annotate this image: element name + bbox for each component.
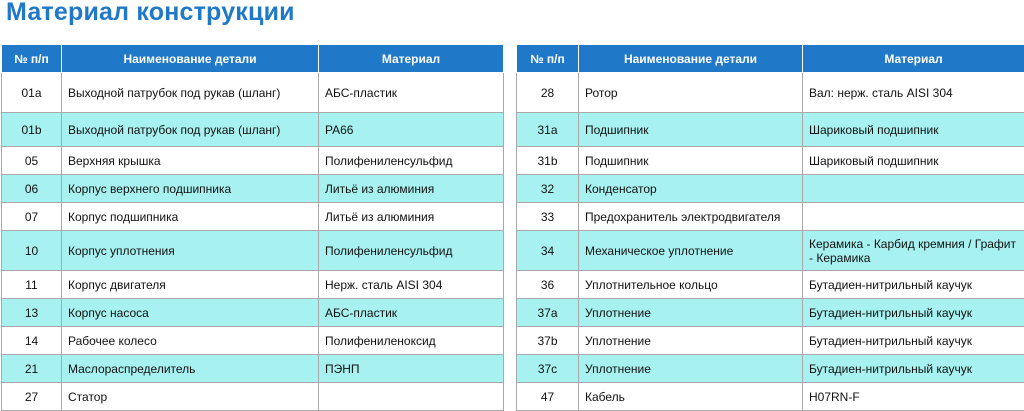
row-part: Конденсатор — [579, 175, 803, 203]
row-material: Шариковый подшипник — [803, 113, 1024, 147]
row-num: 32 — [517, 175, 579, 203]
table-row — [517, 383, 1024, 411]
row-num: 34 — [517, 231, 579, 271]
row-material: Полифениленсульфид — [319, 231, 504, 271]
row-material: АБС-пластик — [319, 299, 504, 327]
page-title: Материал конструкции — [6, 0, 295, 26]
table-row — [517, 355, 1024, 383]
table-row — [2, 299, 504, 327]
column-header-material: Материал — [803, 45, 1024, 73]
row-material: АБС-пластик — [319, 73, 504, 113]
row-material: ПЭНП — [319, 355, 504, 383]
row-num: 11 — [2, 271, 62, 299]
row-part: Верхняя крышка — [62, 147, 319, 175]
row-material: Полифениленоксид — [319, 327, 504, 355]
row-material — [803, 203, 1024, 231]
row-part: Рабочее колесо — [62, 327, 319, 355]
row-part: Выходной патрубок под рукав (шланг) — [62, 113, 319, 147]
row-num: 31a — [517, 113, 579, 147]
row-part: Маслораспределитель — [62, 355, 319, 383]
table-row — [2, 147, 504, 175]
row-part: Механическое уплотнение — [579, 231, 803, 271]
table-row — [2, 231, 504, 271]
table-row — [517, 175, 1024, 203]
row-part: Уплотнение — [579, 327, 803, 355]
table-header-row — [2, 45, 504, 73]
row-material: Шариковый подшипник — [803, 147, 1024, 175]
row-part: Уплотнение — [579, 355, 803, 383]
row-part: Кабель — [579, 383, 803, 411]
materials-table-left — [1, 44, 504, 411]
row-material: Литьё из алюминия — [319, 175, 504, 203]
row-num: 37a — [517, 299, 579, 327]
row-material: Полифениленсульфид — [319, 147, 504, 175]
row-num: 36 — [517, 271, 579, 299]
row-num: 01b — [2, 113, 62, 147]
row-num: 21 — [2, 355, 62, 383]
table-row — [517, 203, 1024, 231]
column-header-part: Наименование детали — [579, 45, 803, 73]
row-num: 37c — [517, 355, 579, 383]
row-material: Вал: нерж. сталь AISI 304 — [803, 73, 1024, 113]
table-row — [517, 147, 1024, 175]
row-part: Подшипник — [579, 147, 803, 175]
table-row — [2, 271, 504, 299]
row-num: 10 — [2, 231, 62, 271]
row-part: Уплотнение — [579, 299, 803, 327]
row-material: PA66 — [319, 113, 504, 147]
row-num: 33 — [517, 203, 579, 231]
row-part: Предохранитель электродвигателя — [579, 203, 803, 231]
column-header-part: Наименование детали — [62, 45, 319, 73]
table-row — [2, 113, 504, 147]
table-row — [2, 73, 504, 113]
row-num: 07 — [2, 203, 62, 231]
row-part: Подшипник — [579, 113, 803, 147]
table-row — [517, 113, 1024, 147]
row-part: Корпус подшипника — [62, 203, 319, 231]
table-row — [2, 355, 504, 383]
row-num: 47 — [517, 383, 579, 411]
row-num: 01a — [2, 73, 62, 113]
row-num: 27 — [2, 383, 62, 411]
row-part: Корпус верхнего подшипника — [62, 175, 319, 203]
row-material: H07RN-F — [803, 383, 1024, 411]
table-row — [517, 299, 1024, 327]
row-part: Корпус уплотнения — [62, 231, 319, 271]
row-num: 28 — [517, 73, 579, 113]
column-header-num: № п/п — [517, 45, 579, 73]
materials-table-right — [516, 44, 1024, 411]
row-part: Корпус двигателя — [62, 271, 319, 299]
table-header-row — [517, 45, 1024, 73]
row-num: 31b — [517, 147, 579, 175]
row-material: Керамика - Карбид кремния / Графит - Керамика — [803, 231, 1024, 271]
column-header-num: № п/п — [2, 45, 62, 73]
column-header-material: Материал — [319, 45, 504, 73]
row-part: Статор — [62, 383, 319, 411]
row-material — [803, 175, 1024, 203]
row-part: Корпус насоса — [62, 299, 319, 327]
row-material: Нерж. сталь AISI 304 — [319, 271, 504, 299]
row-material: Бутадиен-нитрильный каучук — [803, 327, 1024, 355]
row-material: Литьё из алюминия — [319, 203, 504, 231]
table-row — [517, 231, 1024, 271]
row-num: 06 — [2, 175, 62, 203]
row-material — [319, 383, 504, 411]
row-material: Бутадиен-нитрильный каучук — [803, 299, 1024, 327]
row-num: 05 — [2, 147, 62, 175]
row-part: Ротор — [579, 73, 803, 113]
row-part: Выходной патрубок под рукав (шланг) — [62, 73, 319, 113]
row-num: 14 — [2, 327, 62, 355]
table-row — [2, 327, 504, 355]
row-material: Бутадиен-нитрильный каучук — [803, 271, 1024, 299]
row-num: 13 — [2, 299, 62, 327]
row-part: Уплотнительное кольцо — [579, 271, 803, 299]
table-row — [2, 175, 504, 203]
table-row — [2, 383, 504, 411]
table-row — [517, 73, 1024, 113]
table-row — [2, 203, 504, 231]
table-row — [517, 327, 1024, 355]
row-material: Бутадиен-нитрильный каучук — [803, 355, 1024, 383]
row-num: 37b — [517, 327, 579, 355]
table-row — [517, 271, 1024, 299]
